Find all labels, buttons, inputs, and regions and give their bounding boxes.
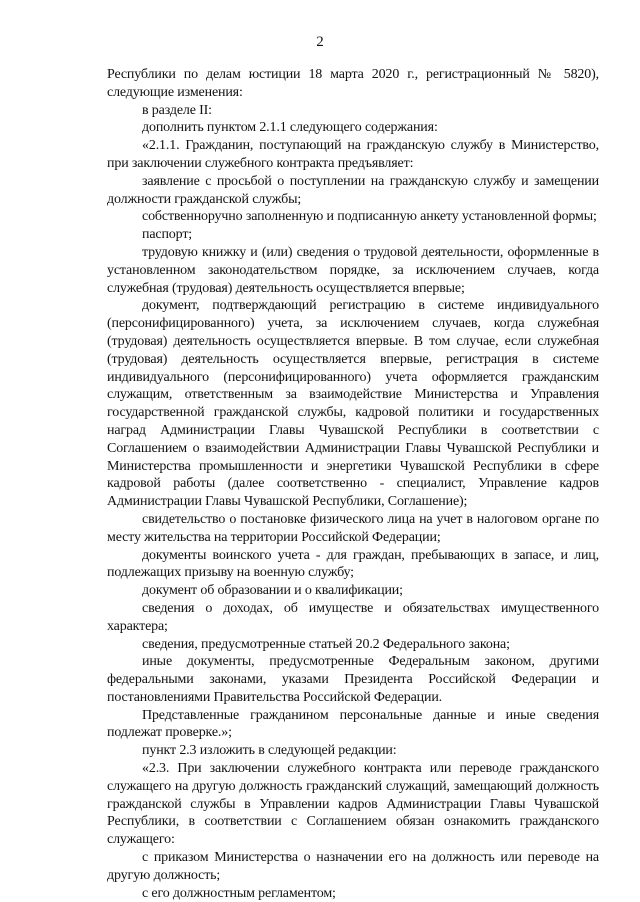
- paragraph: Республики по делам юстиции 18 марта 2020 г., регистрационный № 5820), следующие изменения:: [107, 67, 599, 100]
- paragraph: иные документы, предусмотренные Федеральным законом, другими федеральными законами, указами Президента Российской Федерации и постановлениями Правительства Российской Федерации.: [107, 654, 599, 705]
- paragraph: Представленные гражданином персональные данные и иные сведения подлежат проверке.»;: [107, 707, 599, 741]
- paragraph: «2.1.1. Гражданин, поступающий на гражданскую службу в Министерство, при заключении служебного контракта предъявляет:: [107, 138, 599, 171]
- paragraph: трудовую книжку и (или) сведения о трудовой деятельности, оформленные в установленном законодательством порядке, за исключением случаев, когда служебная (трудовая) деятельность осуществляется впервые;: [107, 244, 599, 296]
- paragraph: собственноручно заполненную и подписанную анкету установленной формы;: [142, 209, 597, 225]
- paragraph: с его должностным регламентом;: [142, 885, 336, 901]
- page-number: 2: [316, 34, 324, 50]
- paragraph: с приказом Министерства о назначении его на должность или переводе на другую должность;: [107, 850, 599, 883]
- paragraph: в разделе II:: [142, 102, 212, 118]
- paragraph: документы воинского учета - для граждан, пребывающих в запасе, и лиц, подлежащих призыву на военную службу;: [107, 547, 599, 581]
- document-body: [107, 66, 599, 902]
- paragraph: документ, подтверждающий регистрацию в системе индивидуального (персонифицированного) учета, за исключением случаев, когда служебная (трудовая) деятельность осуществляется впервые. В том случае, если служебная (трудовая) деятельность осуществляется впервые, регистрация в системе индивидуального (персонифицированного) учета оформляется гражданским служащим, ответственным за взаимодействие Министерства и Управления государственной гражданской службы, кадровой политики и государственных наград Администрации Главы Чувашской Республики в соответствии с Соглашением о взаимодействии Администрации Главы Чувашской Республики и Министерства промышленности и энергетики Чувашской Республики в сфере кадровой работы (далее соответственно - специалист, Управление кадров Администрации Главы Чувашской Республики, Соглашение);: [107, 298, 599, 510]
- paragraph: сведения о доходах, об имуществе и обязательствах имущественного характера;: [107, 600, 599, 634]
- paragraph: пункт 2.3 изложить в следующей редакции:: [142, 743, 397, 759]
- paragraph: заявление с просьбой о поступлении на гражданскую службу и замещении должности гражданской службы;: [107, 173, 599, 207]
- paragraph: сведения, предусмотренные статьей 20.2 Федерального закона;: [142, 636, 510, 652]
- paragraph: «2.3. При заключении служебного контракта или переводе гражданского служащего на другую должность гражданский служащий, замещающий должность гражданской службы в Управлении кадров Администрации Главы Чувашской Республики, в соответствии с Соглашением обязан ознакомить гражданского служащего:: [107, 761, 599, 848]
- paragraph: документ об образовании и о квалификации;: [142, 583, 403, 599]
- paragraph: свидетельство о постановке физического лица на учет в налоговом органе по месту жительства на территории Российской Федерации;: [107, 511, 599, 545]
- paragraph: дополнить пунктом 2.1.1 следующего содержания:: [142, 120, 438, 136]
- paragraph: паспорт;: [142, 227, 193, 243]
